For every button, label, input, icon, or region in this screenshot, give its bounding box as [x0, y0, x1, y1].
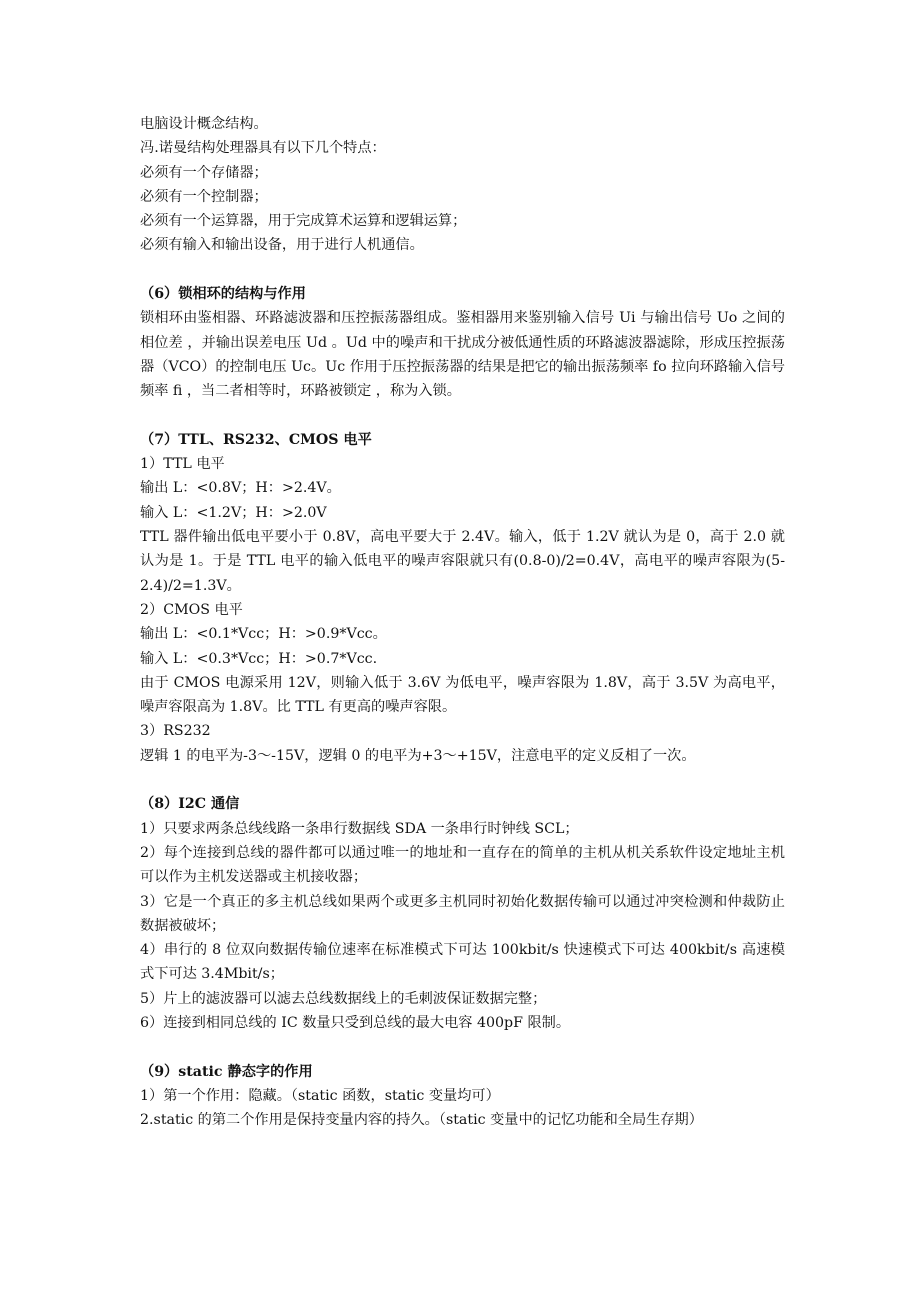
list-item: 5）片上的滤波器可以滤去总线数据线上的毛刺波保证数据完整；	[140, 990, 547, 1007]
list-item: 6）连接到相同总线的 IC 数量只受到总线的最大电容 400pF 限制。	[140, 1014, 571, 1031]
intro-line: 电脑设计概念结构。	[140, 116, 268, 132]
spacer	[140, 258, 785, 282]
section-heading: （9）static 静态字的作用	[140, 1063, 313, 1080]
section-static	[140, 1060, 785, 1133]
list-item: 1）第一个作用：隐藏。（static 函数，static 变量均可）	[140, 1087, 500, 1104]
ttl-description: TTL 器件输出低电平要小于 0.8V，高电平要大于 2.4V。输入，低于 1.2V 就认为是 0，高于 2.0 就认为是 1。于是 TTL 电平的输入低电平的噪声容限就只有(0.8-0)/2=0.4V，高电平的噪声容限为(5-2.4)/2=1.3V。	[140, 529, 785, 594]
spacer	[140, 1035, 785, 1059]
ttl-output-levels: 输出 L：<0.8V；H：>2.4V。	[140, 480, 341, 497]
cmos-output-levels: 输出 L：<0.1*Vcc；H：>0.9*Vcc。	[140, 626, 387, 643]
section-i2c	[140, 792, 785, 1035]
rs232-description: 逻辑 1 的电平为-3～-15V，逻辑 0 的电平为+3～+15V，注意电平的定义反相了一次。	[140, 747, 696, 764]
list-item: 4）串行的 8 位双向数据传输位速率在标准模式下可达 100kbit/s 快速模式下可达 400kbit/s 高速模式下可达 3.4Mbit/s；	[140, 942, 785, 983]
intro-line: 必须有输入和输出设备，用于进行人机通信。	[140, 237, 424, 254]
intro-line: 必须有一个控制器；	[140, 188, 268, 205]
list-item: 3）它是一个真正的多主机总线如果两个或更多主机同时初始化数据传输可以通过冲突检测和仲裁防止数据被破坏；	[140, 893, 785, 934]
list-item: 1）只要求两条总线线路一条串行数据线 SDA 一条串行时钟线 SCL；	[140, 820, 579, 837]
section-paragraph: 锁相环由鉴相器、环路滤波器和压控振荡器组成。鉴相器用来鉴别输入信号 Ui 与输出信号 Uo 之间的相位差 ，并输出误差电压 Ud 。Ud 中的噪声和干扰成分被低通性质的环路滤波器滤除，形成压控振荡器（VCO）的控制电压 Uc。Uc 作用于压控振荡器的结果是把它的输出振荡频率 fo 拉向环路输入信号频率 fi ，当二者相等时，环路被锁定 ，称为入锁。	[140, 310, 785, 400]
list-item: 2.static 的第二个作用是保持变量内容的持久。（static 变量中的记忆功能和全局生存期）	[140, 1112, 703, 1129]
intro-block	[140, 112, 785, 258]
intro-line: 冯.诺曼结构处理器具有以下几个特点：	[140, 140, 386, 157]
subheading-ttl: 1）TTL 电平	[140, 456, 225, 473]
intro-line: 必须有一个存储器；	[140, 164, 268, 181]
cmos-description: 由于 CMOS 电源采用 12V，则输入低于 3.6V 为低电平，噪声容限为 1.8V，高于 3.5V 为高电平，噪声容限高为 1.8V。比 TTL 有更高的噪声容限。	[140, 674, 785, 716]
section-heading: （8）I2C 通信	[140, 796, 240, 813]
intro-line: 必须有一个运算器，用于完成算术运算和逻辑运算；	[140, 213, 467, 230]
spacer	[140, 768, 785, 792]
section-heading: （7）TTL、RS232、CMOS 电平	[140, 431, 372, 448]
section-levels	[140, 428, 785, 768]
document-page	[140, 112, 785, 1132]
cmos-input-levels: 输入 L：<0.3*Vcc；H：>0.7*Vcc.	[140, 650, 378, 667]
section-pll	[140, 282, 785, 403]
subheading-cmos: 2）CMOS 电平	[140, 601, 243, 618]
list-item: 2）每个连接到总线的器件都可以通过唯一的地址和一直存在的简单的主机从机关系软件设定地址主机可以作为主机发送器或主机接收器；	[140, 844, 785, 886]
section-heading: （6）锁相环的结构与作用	[140, 286, 306, 303]
spacer	[140, 404, 785, 428]
ttl-input-levels: 输入 L：<1.2V；H：>2.0V	[140, 504, 327, 521]
subheading-rs232: 3）RS232	[140, 723, 211, 740]
